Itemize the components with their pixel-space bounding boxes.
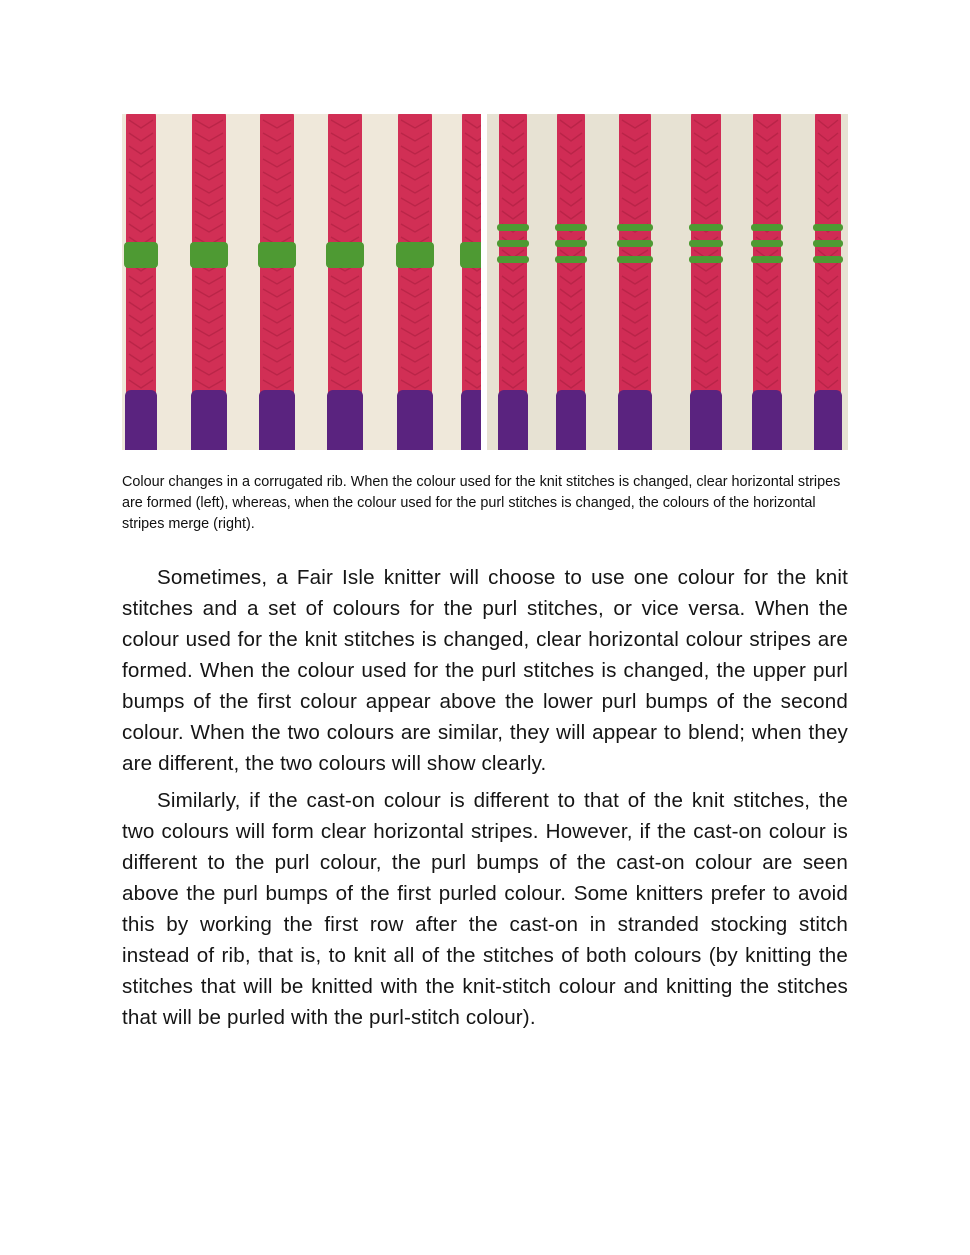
green-stripe xyxy=(689,256,723,263)
green-stripe xyxy=(497,224,529,231)
green-stripe xyxy=(124,242,158,268)
green-stripe xyxy=(689,224,723,231)
cream-background xyxy=(487,114,848,450)
green-stripe xyxy=(258,242,296,268)
purple-cast-on-band xyxy=(191,390,227,450)
purple-cast-on-band xyxy=(690,390,722,450)
purple-cast-on-band xyxy=(461,390,481,450)
green-stripe xyxy=(617,256,653,263)
purple-cast-on-band xyxy=(327,390,363,450)
purple-cast-on-band xyxy=(752,390,782,450)
purple-cast-on-band xyxy=(397,390,433,450)
paragraph-1: Sometimes, a Fair Isle knitter will choose to use one colour for the knit stitches and a set of colours for the purl stitches, or vice versa. When the colour used for the knit stitches is changed, clear horizontal colour stripes are formed. When the colour used for the purl stitches is changed, the upper purl bumps of the first colour appear above the lower purl bumps of the second colour. When the two colours are similar, they will appear to blend; when they are different, the two colours will show clearly. xyxy=(122,566,848,775)
photo-purl-colour-change xyxy=(487,114,848,450)
purple-cast-on-band xyxy=(498,390,528,450)
rib-image-right xyxy=(487,114,848,450)
green-stripe xyxy=(751,224,783,231)
green-stripe xyxy=(555,256,587,263)
body-text xyxy=(122,562,848,1039)
green-stripe xyxy=(326,242,364,268)
green-stripe xyxy=(617,224,653,231)
green-stripe xyxy=(555,224,587,231)
green-stripe xyxy=(751,256,783,263)
green-stripe xyxy=(813,256,843,263)
purple-cast-on-band xyxy=(556,390,586,450)
purple-cast-on-band xyxy=(618,390,652,450)
green-stripe xyxy=(617,240,653,247)
green-stripe xyxy=(689,240,723,247)
green-stripe xyxy=(497,256,529,263)
photo-knit-colour-change xyxy=(122,114,481,450)
rib-image-left xyxy=(122,114,481,450)
green-stripe xyxy=(460,242,481,268)
figure xyxy=(122,114,848,450)
purple-cast-on-band xyxy=(125,390,157,450)
green-stripe xyxy=(813,224,843,231)
green-stripe xyxy=(190,242,228,268)
purple-cast-on-band xyxy=(814,390,842,450)
figure-caption: Colour changes in a corrugated rib. When the colour used for the knit stitches is changed, clear horizontal stripes are formed (left), whereas, when the colour used for the purl stitches is changed, the colours of the horizontal stripes merge (right). xyxy=(122,474,841,532)
green-stripe xyxy=(751,240,783,247)
green-stripe xyxy=(396,242,434,268)
green-stripe xyxy=(497,240,529,247)
green-stripe xyxy=(555,240,587,247)
paragraph-2: Similarly, if the cast-on colour is different to that of the knit stitches, the two colours will form clear horizontal stripes. However, if the cast-on colour is different to the purl colour, the purl bumps of the cast-on colour are seen above the purl bumps of the first purled colour. Some knitters prefer to avoid this by working the first row after the cast-on in stranded stocking stitch instead of rib, that is, to knit all of the stitches of both colours (by knitting the stitches that will be knitted with the knit-stitch colour and knitting the stitches that will be purled with the purl-stitch colour). xyxy=(122,789,848,1029)
purple-cast-on-band xyxy=(259,390,295,450)
green-stripe xyxy=(813,240,843,247)
